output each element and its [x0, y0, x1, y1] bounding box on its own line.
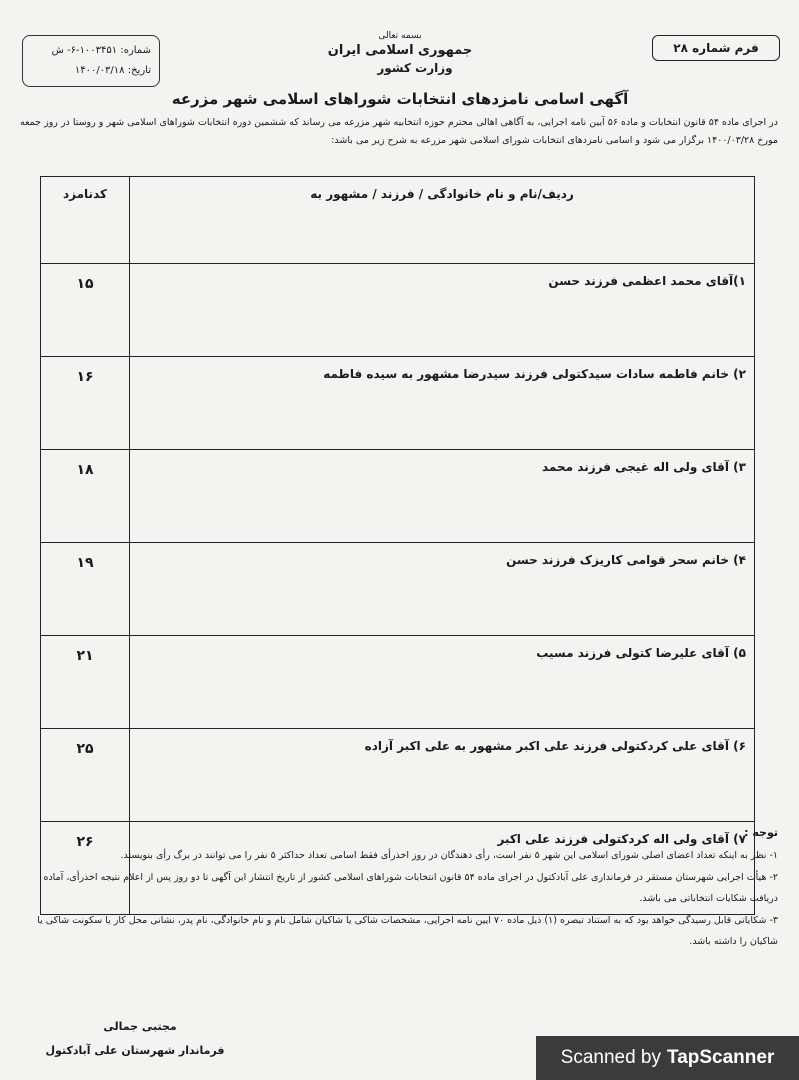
form-number: فرم شماره ۲۸: [673, 41, 759, 55]
candidate-name: ۲) خانم فاطمه سادات سیدکتولی فرزند سیدرضا مشهور به سیده فاطمه: [130, 357, 755, 450]
notes-section: [30, 822, 778, 953]
table-row: [41, 729, 755, 822]
candidate-name: ۶) آقای علی کردکتولی فرزند علی اکبر مشهور به علی اکبر آزاده: [130, 729, 755, 822]
intro-paragraph: در اجرای ماده ۵۴ قانون انتخابات و ماده ۵۶ آیین نامه اجرایی، به آگاهی اهالی محترم حوزه انتخابیه شهر مزرعه می رساند که ششمین دوره انتخابات شوراهای اسلامی شهر و روستا در روز جمعه مورخ ۱۴۰۰/۰۳/۲۸ برگزار می شود و اسامی نامزدهای انتخابات شورای اسلامی شهر مزرعه به شرح زیر می باشد:: [20, 117, 778, 146]
header-code-column: کدنامزد: [41, 177, 130, 264]
candidate-code: ۲۵: [41, 729, 130, 822]
notes-title: توجه :: [744, 826, 778, 839]
reference-number: شماره: ۱۰۰۳۴۵۱-۶- ش: [51, 45, 151, 56]
note-item: ۲- هیأت اجرایی شهرستان مستقر در فرمانداری علی آبادکتول در اجرای ماده ۵۴ قانون انتخابات شوراهای اسلامی کشور از تاریخ انتشار این آگهی تا دو روز پس از اعلام نتیجه اخذرأی، آماده دریافت شکایات انتخاباتی می باشد.: [43, 872, 778, 904]
candidate-code: ۱۵: [41, 264, 130, 357]
watermark-prefix: Scanned by: [560, 1047, 661, 1068]
besmellah: بسمه تعالی: [378, 31, 422, 41]
page-title: آگهی اسامی نامزدهای انتخابات شوراهای اسلامی شهر مزرعه: [171, 90, 629, 108]
country-name: جمهوری اسلامی ایران: [327, 43, 473, 58]
candidate-code: ۱۶: [41, 357, 130, 450]
reference-box: [22, 35, 160, 87]
table-row: [41, 357, 755, 450]
candidate-name: ۳) آقای ولی اله غیجی فرزند محمد: [130, 450, 755, 543]
candidate-code: ۲۶: [41, 822, 130, 915]
signatory-name: مجتبی جمالی: [103, 1020, 177, 1033]
table-row: [41, 450, 755, 543]
candidate-name: ۴) خانم سحر قوامی کاریزک فرزند حسن: [130, 543, 755, 636]
candidate-code: ۱۸: [41, 450, 130, 543]
table-row: [41, 636, 755, 729]
note-item: ۳- شکایاتی قابل رسیدگی خواهد بود که به استناد تبصره (۱) ذیل ماده ۷۰ آیین نامه اجرایی، مشخصات شاکی یا شاکیان شامل نام و نام خانوادگی، نام پدر، نشانی محل کار یا سکونت شاکی یا شاکیان را داشته باشد.: [37, 915, 778, 947]
reference-date: تاریخ: ۱۴۰۰/۰۳/۱۸: [74, 65, 151, 76]
signatory-title: فرماندار شهرستان علی آبادکتول: [45, 1044, 225, 1057]
candidate-code: ۲۱: [41, 636, 130, 729]
scanner-watermark: [536, 1036, 799, 1080]
candidate-code: ۱۹: [41, 543, 130, 636]
candidates-table: [40, 176, 755, 915]
candidate-name: ۱)آقای محمد اعظمی فرزند حسن: [130, 264, 755, 357]
form-number-box: [652, 35, 780, 61]
header-name-column: ردیف/نام و نام خانوادگی / فرزند / مشهور به: [130, 177, 755, 264]
letterhead: [250, 30, 550, 77]
watermark-brand: TapScanner: [667, 1047, 775, 1068]
candidate-name: ۵) آقای علیرضا کتولی فرزند مسیب: [130, 636, 755, 729]
candidate-name: ۷) آقای ولی اله کردکتولی فرزند علی اکبر: [130, 822, 755, 915]
table-row: [41, 264, 755, 357]
table-row: [41, 543, 755, 636]
ministry-name: وزارت کشور: [377, 61, 453, 75]
table-header-row: [41, 177, 755, 264]
note-item: ۱- نظر به اینکه تعداد اعضای اصلی شورای اسلامی این شهر ۵ نفر است، رأی دهندگان در روز اخذرأی فقط اسامی تعداد حداکثر ۵ نفر را می توانند در برگ رأی بنویسند.: [120, 850, 778, 861]
